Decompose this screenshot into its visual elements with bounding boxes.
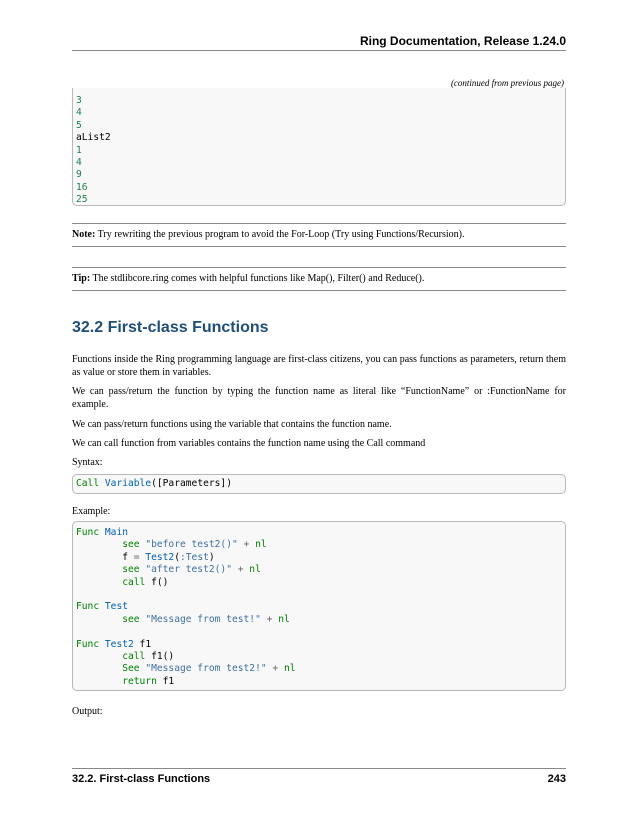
code-token: ([Parameters])	[151, 478, 232, 489]
code-token: f()	[145, 576, 169, 588]
code-token: Func	[76, 601, 100, 613]
code-token	[76, 539, 122, 550]
code-token: +	[237, 539, 256, 551]
tip-rule-bottom	[72, 290, 566, 291]
output-line: 4	[76, 107, 82, 119]
tip-admonition	[72, 273, 566, 284]
note-admonition	[72, 229, 566, 240]
code-token	[76, 651, 122, 662]
paragraph-call: We can call function from variables contains the function name using the Call command	[72, 438, 426, 449]
code-token: nl	[283, 663, 296, 675]
code-token: Call	[76, 478, 100, 489]
code-token: "before test2()"	[145, 539, 238, 551]
code-token: Test	[104, 601, 128, 613]
code-token: f1	[133, 638, 152, 650]
example-code-line	[76, 651, 562, 663]
example-code-line	[76, 564, 562, 576]
code-token	[76, 577, 122, 588]
output-line: aList2	[76, 132, 111, 144]
footer-rule	[72, 768, 566, 769]
example-code-line	[76, 589, 562, 601]
paragraph-intro: Functions inside the Ring programming language are first-class citizens, you can pass functions as parameters, return them as value or store them in variables.	[72, 354, 566, 378]
page-number: 243	[547, 773, 566, 785]
code-token: (	[174, 551, 180, 563]
code-token: +	[260, 613, 279, 625]
syntax-code-block	[72, 474, 566, 494]
output-line: 9	[76, 169, 82, 181]
code-token	[76, 663, 122, 674]
code-token: See	[122, 663, 140, 675]
code-token: call	[122, 650, 146, 662]
code-token: :Test	[180, 551, 209, 563]
example-code-line	[76, 614, 562, 626]
example-code-line	[76, 577, 562, 589]
footer-section: 32.2. First-class Functions	[72, 773, 211, 785]
output-line: 25	[76, 194, 88, 206]
tip-label: Tip:	[72, 273, 91, 284]
output-line: 16	[76, 181, 88, 193]
example-code-line	[76, 539, 562, 551]
code-token	[76, 564, 122, 575]
example-code-line	[76, 676, 562, 688]
code-token: Variable	[104, 478, 152, 489]
output-line: 3	[76, 95, 82, 106]
code-token: nl	[249, 564, 261, 576]
output-line: 1	[76, 144, 82, 156]
code-token	[76, 614, 122, 625]
paragraph-literal: We can pass/return the function by typing the function name as literal like “FunctionName” or :FunctionName for example.	[72, 386, 566, 410]
code-token: return	[122, 675, 157, 687]
note-rule-top	[72, 223, 566, 224]
code-token: "Message from test2!"	[145, 663, 267, 675]
code-token: f1()	[145, 650, 175, 662]
code-token: "after test2()"	[145, 564, 232, 576]
output-line: 4	[76, 156, 82, 168]
note-text: Try rewriting the previous program to avoid the For-Loop (Try using Functions/Recursion).	[97, 229, 465, 240]
tip-rule-top	[72, 267, 566, 268]
section-title: 32.2 First-class Functions	[72, 319, 269, 336]
example-code-block	[72, 521, 566, 691]
example-code-line	[76, 552, 562, 564]
code-token: nl	[255, 539, 267, 551]
example-code-line	[76, 626, 562, 638]
example-code-line	[76, 601, 562, 613]
code-token: Func	[76, 527, 100, 538]
code-token: +	[266, 663, 284, 675]
output-code-block	[72, 88, 566, 206]
header-title: Ring Documentation, Release 1.24.0	[359, 34, 566, 48]
code-token: "Message from test!"	[145, 613, 261, 625]
paragraph-variable: We can pass/return functions using the variable that contains the function name.	[72, 419, 392, 430]
syntax-code-line	[76, 478, 562, 490]
code-token: nl	[278, 613, 290, 625]
code-token: Func	[76, 638, 100, 650]
note-rule-bottom	[72, 246, 566, 247]
code-token: Test2	[104, 638, 134, 650]
example-code-line	[76, 639, 562, 651]
code-token: f1	[156, 675, 175, 687]
example-label: Example:	[72, 506, 111, 517]
section-heading	[72, 319, 269, 337]
code-token: =	[133, 551, 140, 563]
tip-text: The stdlibcore.ring comes with helpful functions like Map(), Filter() and Reduce().	[92, 273, 425, 284]
syntax-label: Syntax:	[72, 457, 103, 468]
code-token: +	[231, 564, 250, 576]
code-token: see	[122, 613, 140, 625]
code-token	[76, 676, 122, 687]
code-token: Main	[104, 527, 128, 538]
output-line: 5	[76, 119, 82, 131]
code-token: Test2	[145, 551, 175, 563]
header-rule	[72, 50, 566, 51]
continued-label: (continued from previous page)	[450, 78, 564, 88]
output-label: Output:	[72, 706, 103, 717]
example-code-line	[76, 663, 562, 675]
code-token: call	[122, 576, 146, 588]
example-code-line	[76, 527, 562, 539]
note-label: Note:	[72, 229, 96, 240]
code-token: see	[122, 564, 140, 576]
code-token: )	[208, 551, 215, 563]
code-token: see	[122, 539, 140, 551]
code-token: f	[76, 551, 134, 563]
